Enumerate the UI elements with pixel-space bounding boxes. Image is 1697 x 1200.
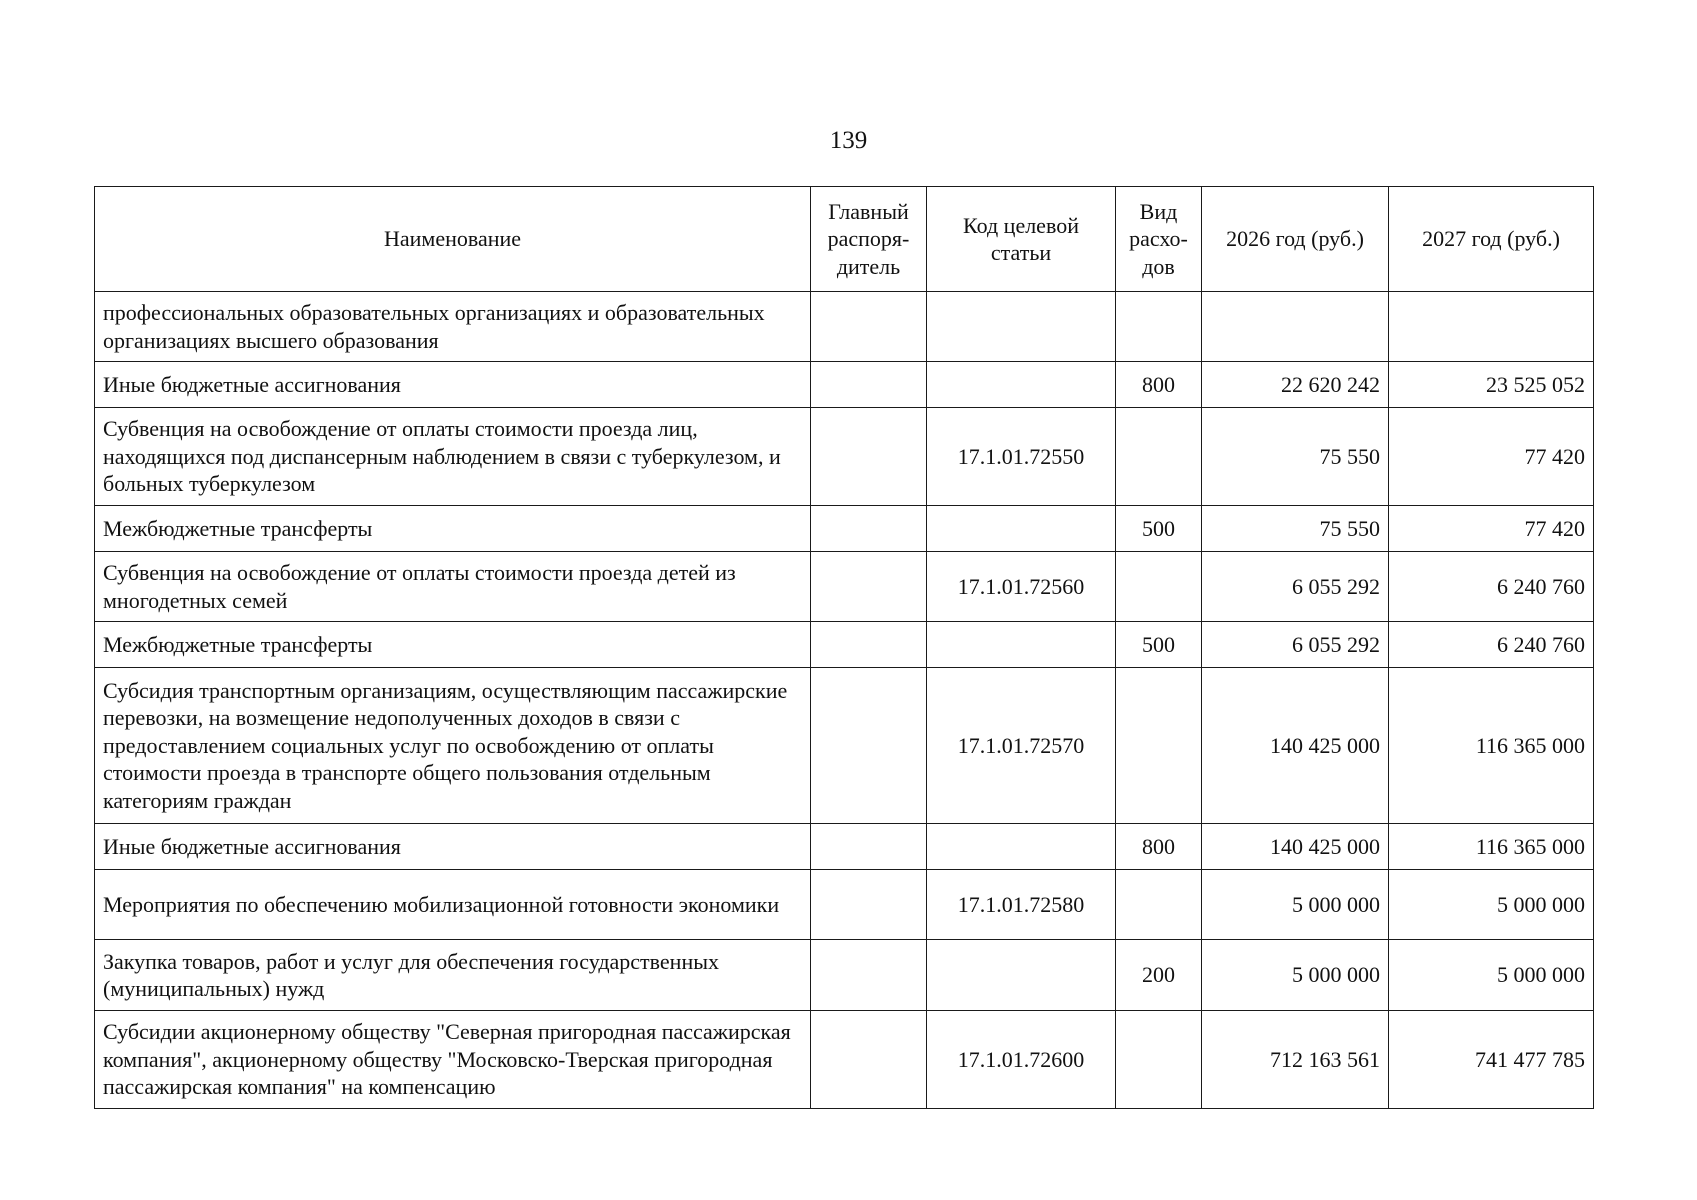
cell-2026: 6 055 292 — [1202, 622, 1389, 668]
cell-2026 — [1202, 292, 1389, 362]
cell-2026: 75 550 — [1202, 506, 1389, 552]
cell-name: Мероприятия по обеспечению мобилизационной готовности экономики — [95, 870, 811, 940]
cell-2026: 75 550 — [1202, 408, 1389, 506]
table-row — [95, 408, 1594, 506]
cell-2026: 140 425 000 — [1202, 668, 1389, 824]
cell-2027: 116 365 000 — [1389, 824, 1594, 870]
table-row — [95, 940, 1594, 1011]
cell-kind: 200 — [1116, 940, 1202, 1011]
cell-name: профессиональных образовательных организациях и образовательных организациях высшего образования — [95, 292, 811, 362]
cell-code: 17.1.01.72580 — [927, 870, 1116, 940]
header-name: Наименование — [95, 187, 811, 292]
cell-code — [927, 622, 1116, 668]
cell-2026: 5 000 000 — [1202, 940, 1389, 1011]
table-row — [95, 824, 1594, 870]
cell-code — [927, 824, 1116, 870]
cell-2027: 77 420 — [1389, 506, 1594, 552]
cell-manager — [811, 622, 927, 668]
cell-manager — [811, 362, 927, 408]
cell-code — [927, 292, 1116, 362]
table-row — [95, 292, 1594, 362]
table-row — [95, 506, 1594, 552]
table-row — [95, 622, 1594, 668]
cell-kind: 500 — [1116, 622, 1202, 668]
cell-code: 17.1.01.72600 — [927, 1011, 1116, 1109]
cell-kind — [1116, 552, 1202, 622]
cell-code — [927, 940, 1116, 1011]
cell-name: Межбюджетные трансферты — [95, 622, 811, 668]
cell-name: Иные бюджетные ассигнования — [95, 824, 811, 870]
table-row — [95, 552, 1594, 622]
cell-kind: 500 — [1116, 506, 1202, 552]
cell-kind — [1116, 870, 1202, 940]
header-target-code: Код целевой статьи — [927, 187, 1116, 292]
cell-manager — [811, 552, 927, 622]
cell-manager — [811, 506, 927, 552]
header-expense-type: Вид расхо-дов — [1116, 187, 1202, 292]
cell-2027: 5 000 000 — [1389, 940, 1594, 1011]
cell-2027: 6 240 760 — [1389, 552, 1594, 622]
cell-name: Закупка товаров, работ и услуг для обеспечения государственных (муниципальных) нужд — [95, 940, 811, 1011]
cell-name: Субвенция на освобождение от оплаты стоимости проезда лиц, находящихся под диспансерным наблюдением в связи с туберкулезом, и больных туберкулезом — [95, 408, 811, 506]
header-year-2026: 2026 год (руб.) — [1202, 187, 1389, 292]
cell-code — [927, 506, 1116, 552]
cell-2027 — [1389, 292, 1594, 362]
cell-name: Иные бюджетные ассигнования — [95, 362, 811, 408]
cell-manager — [811, 870, 927, 940]
cell-name: Субсидии акционерному обществу "Северная пригородная пассажирская компания", акционерному обществу "Московско-Тверская пригородная пассажирская компания" на компенсацию — [95, 1011, 811, 1109]
cell-name: Субсидия транспортным организациям, осуществляющим пассажирские перевозки, на возмещение недополученных доходов в связи с предоставлением социальных услуг по освобождению от оплаты стоимости проезда в транспорте общего пользования отдельным категориям граждан — [95, 668, 811, 824]
page-number: 139 — [829, 127, 868, 154]
cell-2026: 22 620 242 — [1202, 362, 1389, 408]
cell-manager — [811, 940, 927, 1011]
table-row — [95, 668, 1594, 824]
cell-2026: 6 055 292 — [1202, 552, 1389, 622]
cell-kind: 800 — [1116, 824, 1202, 870]
cell-name: Межбюджетные трансферты — [95, 506, 811, 552]
table-header-row — [95, 187, 1594, 292]
cell-manager — [811, 668, 927, 824]
cell-kind — [1116, 668, 1202, 824]
cell-2026: 5 000 000 — [1202, 870, 1389, 940]
cell-code — [927, 362, 1116, 408]
cell-manager — [811, 292, 927, 362]
cell-code: 17.1.01.72560 — [927, 552, 1116, 622]
table-row — [95, 362, 1594, 408]
cell-2027: 6 240 760 — [1389, 622, 1594, 668]
budget-table — [94, 186, 1594, 1109]
cell-name: Субвенция на освобождение от оплаты стоимости проезда детей из многодетных семей — [95, 552, 811, 622]
cell-kind — [1116, 292, 1202, 362]
cell-kind: 800 — [1116, 362, 1202, 408]
cell-manager — [811, 824, 927, 870]
cell-code: 17.1.01.72570 — [927, 668, 1116, 824]
cell-2027: 23 525 052 — [1389, 362, 1594, 408]
cell-manager — [811, 1011, 927, 1109]
cell-2026: 140 425 000 — [1202, 824, 1389, 870]
cell-kind — [1116, 1011, 1202, 1109]
cell-2027: 77 420 — [1389, 408, 1594, 506]
cell-2027: 5 000 000 — [1389, 870, 1594, 940]
cell-2027: 116 365 000 — [1389, 668, 1594, 824]
table-row — [95, 1011, 1594, 1109]
cell-2027: 741 477 785 — [1389, 1011, 1594, 1109]
cell-2026: 712 163 561 — [1202, 1011, 1389, 1109]
header-year-2027: 2027 год (руб.) — [1389, 187, 1594, 292]
header-manager: Главный распоря-дитель — [811, 187, 927, 292]
table-row — [95, 870, 1594, 940]
cell-manager — [811, 408, 927, 506]
cell-code: 17.1.01.72550 — [927, 408, 1116, 506]
cell-kind — [1116, 408, 1202, 506]
